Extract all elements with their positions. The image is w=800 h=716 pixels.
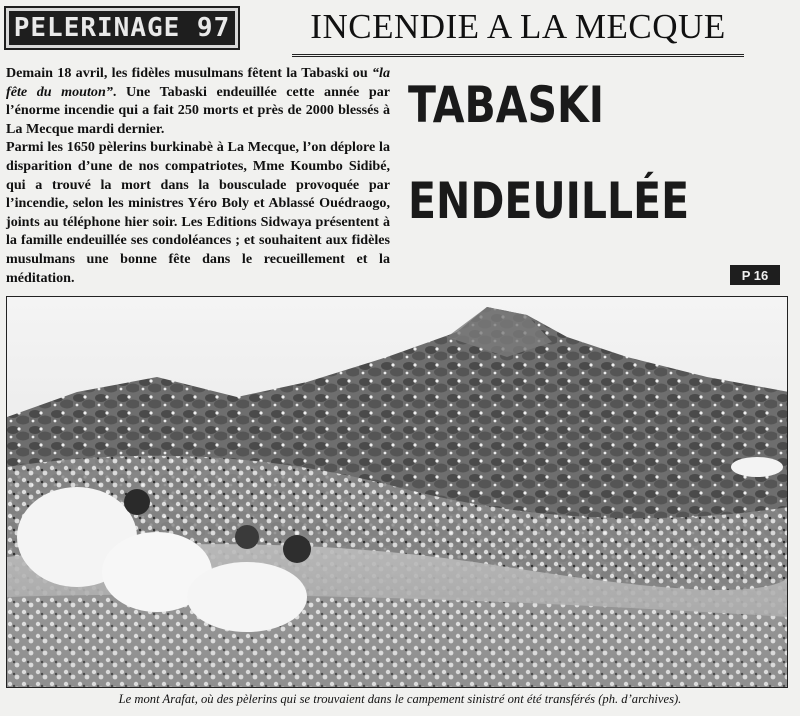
article-header [0, 0, 800, 60]
intro-p1-start: Demain 18 avril, les fidèles musulmans fêtent la Tabaski ou [6, 65, 372, 81]
main-headline [408, 76, 703, 230]
section-rubric: PELERINAGE 97 [6, 8, 238, 48]
photo-caption: Le mont Arafat, où des pèlerins qui se trouvaient dans le campement sinistré ont été transférés (ph. d’archives). [118, 692, 682, 706]
intro-p1-end: . Une Tabaski endeuillée cette année par l’énorme incendie qui a fait 250 morts et près de 2000 blessés à La Mecque mardi dernier. [6, 83, 390, 137]
headline-line-2: ENDEUILLÉE [408, 172, 690, 230]
headline-line-1: TABASKI [408, 76, 605, 134]
news-photo [6, 296, 788, 688]
page-reference-badge: P 16 [730, 265, 780, 285]
intro-text [6, 64, 390, 287]
intro-p1-quote: “la fête du mouton” [6, 65, 390, 100]
topic-title: INCENDIE A LA MECQUE [292, 4, 744, 57]
intro-paragraph-1 [6, 64, 390, 138]
intro-paragraph-2: Parmi les 1650 pèlerins burkinabè à La Mecque, l’on déplore la disparition d’une de nos compatriotes, Mme Koumbo Sidibé, qui a trouvé la mort dans la bousculade provoquée par l’incendie, selon les ministres Yéro Boly et Ablassé Ouédraogo, joints au téléphone hier soir. Les Editions Sidwaya présentent à la famille endeuillée ses condoléances ; et souhaitent aux fidèles musulmans une bonne fête dans le recueillement et la méditation. [6, 139, 390, 286]
